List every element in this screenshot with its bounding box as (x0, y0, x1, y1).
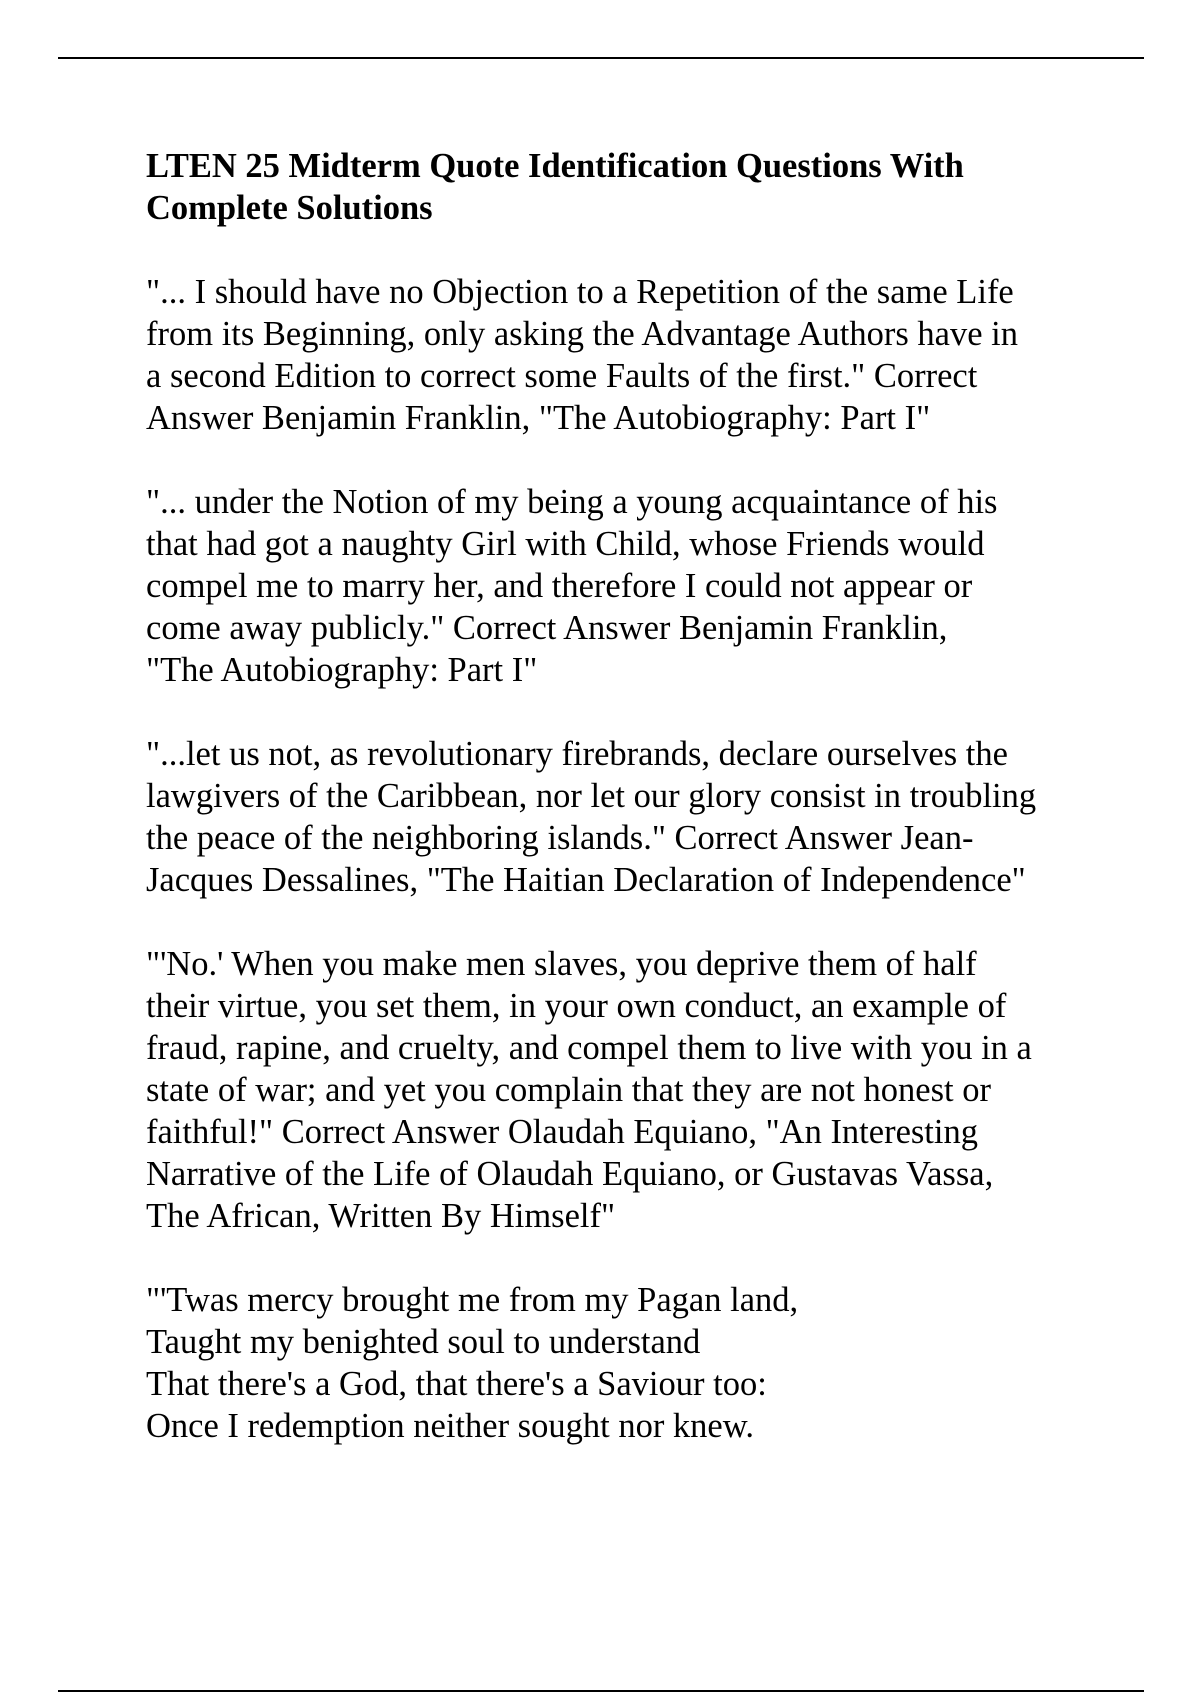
quote-line: Taught my benighted soul to understand (146, 1323, 701, 1361)
quote-line: "The Autobiography: Part I" (146, 651, 538, 689)
document-title: LTEN 25 Midterm Quote Identification Questions With Complete Solutions (146, 147, 964, 227)
quote-line: That there's a God, that there's a Saviour too: (146, 1365, 767, 1403)
quote-line: faithful!" Correct Answer Olaudah Equiano, "An Interesting (146, 1113, 978, 1151)
quote-line: from its Beginning, only asking the Advantage Authors have in (146, 315, 1018, 353)
quote-line: lawgivers of the Caribbean, nor let our glory consist in troubling (146, 777, 1037, 815)
quote-line: "... under the Notion of my being a young acquaintance of his (146, 483, 998, 521)
quote-line: Answer Benjamin Franklin, "The Autobiography: Part I" (146, 399, 931, 437)
quote-entry (146, 943, 1106, 1237)
quote-entry (146, 1279, 1106, 1447)
quote-line: fraud, rapine, and cruelty, and compel them to live with you in a (146, 1029, 1032, 1067)
document-body (146, 145, 1106, 1489)
quote-line: a second Edition to correct some Faults of the first." Correct (146, 357, 978, 395)
quote-line: their virtue, you set them, in your own conduct, an example of (146, 987, 1007, 1025)
quote-line: The African, Written By Himself" (146, 1197, 616, 1235)
quote-line: "... I should have no Objection to a Repetition of the same Life (146, 273, 1014, 311)
quote-line: the peace of the neighboring islands." Correct Answer Jean- (146, 819, 974, 857)
quote-line: Once I redemption neither sought nor knew. (146, 1407, 755, 1445)
quote-line: compel me to marry her, and therefore I could not appear or (146, 567, 973, 605)
bottom-rule (58, 1690, 1144, 1692)
quote-line: that had got a naughty Girl with Child, whose Friends would (146, 525, 985, 563)
quote-line: Narrative of the Life of Olaudah Equiano, or Gustavas Vassa, (146, 1155, 994, 1193)
quote-line: state of war; and yet you complain that they are not honest or (146, 1071, 991, 1109)
quote-line: come away publicly." Correct Answer Benjamin Franklin, (146, 609, 948, 647)
quote-line: "'No.' When you make men slaves, you deprive them of half (146, 945, 977, 983)
quote-entry (146, 481, 1106, 691)
quote-entry (146, 271, 1106, 439)
quote-entry (146, 733, 1106, 901)
top-rule (58, 57, 1144, 59)
quote-line: "...let us not, as revolutionary firebrands, declare ourselves the (146, 735, 1008, 773)
quote-line: "'Twas mercy brought me from my Pagan land, (146, 1281, 799, 1319)
quote-line: Jacques Dessalines, "The Haitian Declaration of Independence" (146, 861, 1026, 899)
